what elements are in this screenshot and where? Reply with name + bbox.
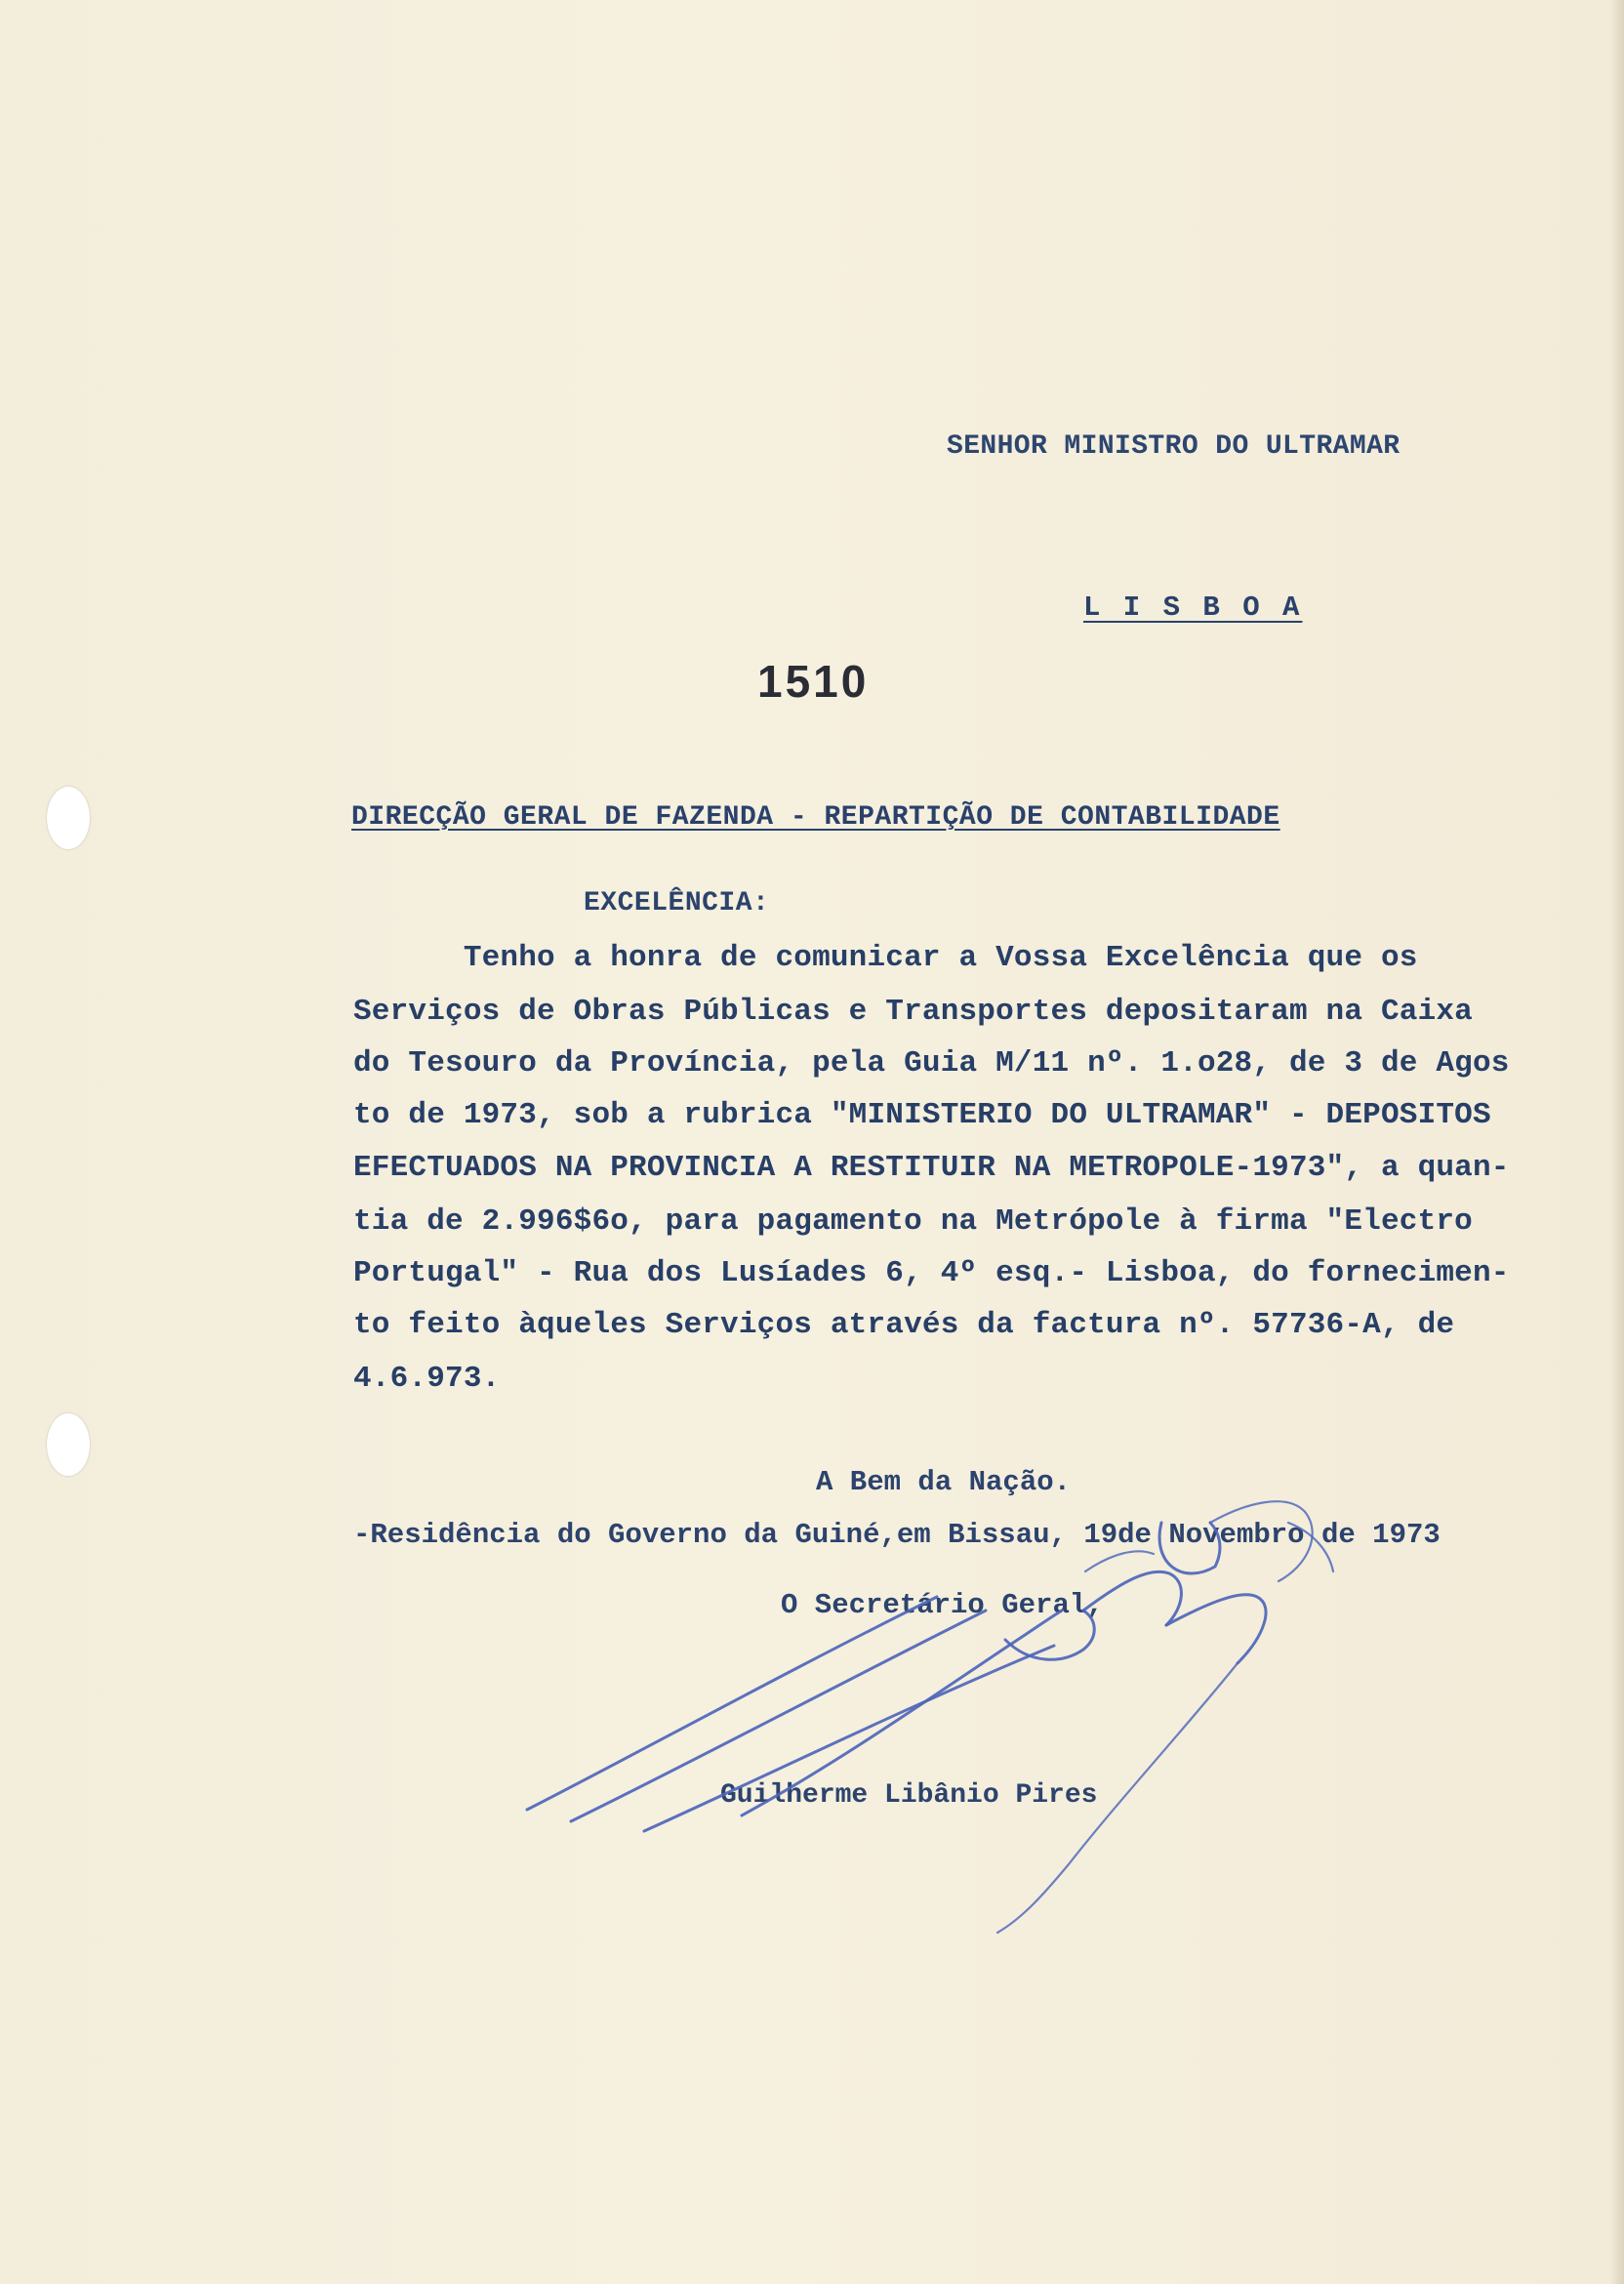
body-line-2: Serviços de Obras Públicas e Transportes depositaram na Caixa [353, 995, 1473, 1029]
signatory-title: O Secretário Geral, [781, 1589, 1104, 1621]
punch-hole-bottom [47, 1413, 90, 1476]
paper-edge [1610, 0, 1624, 2284]
reference-number: 1510 [757, 656, 870, 707]
body-line-3: do Tesouro da Província, pela Guia M/11 nº. 1.o28, de 3 de Agos [353, 1046, 1510, 1081]
closing-formula: A Bem da Nação. [816, 1466, 1072, 1498]
body-line-5: EFECTUADOS NA PROVINCIA A RESTITUIR NA METROPOLE-1973", a quan- [353, 1151, 1510, 1185]
body-line-9: 4.6.973. [353, 1362, 501, 1396]
body-line-6: tia de 2.996$6o, para pagamento na Metrópole à firma "Electro [353, 1204, 1473, 1239]
city-line: L I S B O A [1083, 591, 1303, 624]
addressee-line: SENHOR MINISTRO DO ULTRAMAR [947, 431, 1401, 462]
body-line-4: to de 1973, sob a rubrica "MINISTERIO DO ULTRAMAR" - DEPOSITOS [353, 1098, 1491, 1132]
signatory-name: Guilherme Libânio Pires [720, 1780, 1098, 1811]
punch-hole-top [47, 787, 90, 849]
body-line-1: Tenho a honra de comunicar a Vossa Excelência que os [353, 941, 1418, 975]
department-heading: DIRECÇÃO GERAL DE FAZENDA - REPARTIÇÃO DE CONTABILIDADE [351, 802, 1280, 833]
salutation: EXCELÊNCIA: [584, 888, 770, 918]
body-line-7: Portugal" - Rua dos Lusíades 6, 4º esq.- Lisboa, do fornecimen- [353, 1256, 1510, 1290]
body-line-8: to feito àqueles Serviços através da factura nº. 57736-A, de [353, 1308, 1455, 1342]
place-date-line: -Residência do Governo da Guiné,em Bissau, 19de Novembro de 1973 [353, 1519, 1441, 1551]
